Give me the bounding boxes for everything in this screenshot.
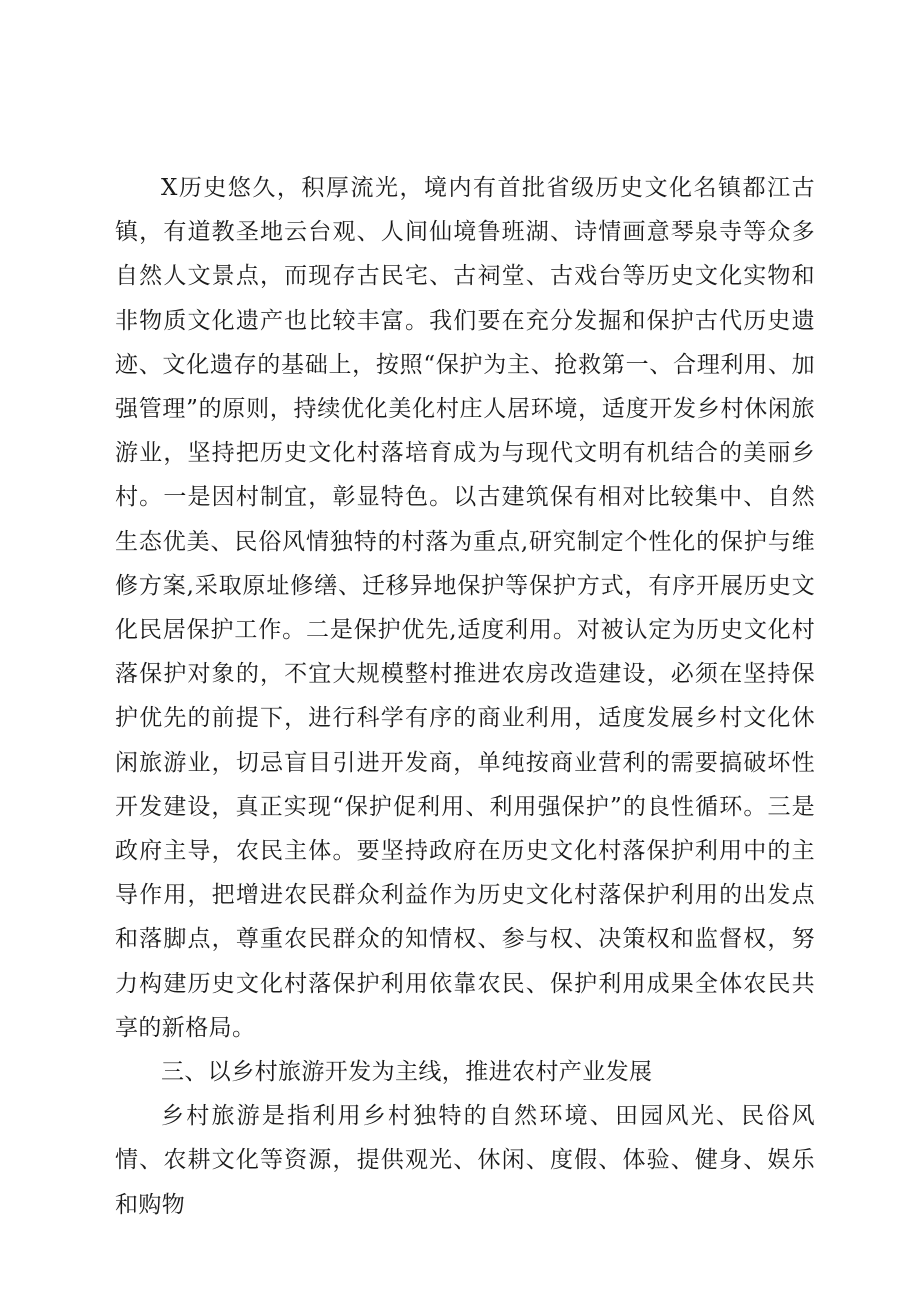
body-paragraph: X历史悠久，积厚流光，境内有首批省级历史文化名镇都江古镇，有道教圣地云台观、人间仙境鲁班湖、诗情画意琴泉寺等众多自然人文景点，而现存古民宅、古祠堂、古戏台等历史文化实物和非物质文化遗产也比较丰富。我们要在充分发掘和保护古代历史遗迹、文化遗存的基础上，按照“保护为主、抢救第一、合理利用、加强管理”的原则，持续优化美化村庄人居环境，适度开发乡村休闲旅游业，坚持把历史文化村落培育成为与现代文明有机结合的美丽乡村。一是因村制宜，彰显特色。以古建筑保有相对比较集中、自然生态优美、民俗风情独特的村落为重点,研究制定个性化的保护与维修方案,采取原址修缮、迁移异地保护等保护方式，有序开展历史文化民居保护工作。二是保护优先,适度利用。对被认定为历史文化村落保护对象的，不宜大规模整村推进农房改造建设，必须在坚持保护优先的前提下，进行科学有序的商业利用，适度发展乡村文化休闲旅游业，切忌盲目引进开发商，单纯按商业营利的需要搞破坏性开发建设，真正实现“保护促利用、利用强保护”的良性循环。三是政府主导，农民主体。要坚持政府在历史文化村落保护利用中的主导作用，把增进农民群众利益作为历史文化村落保护利用的出发点和落脚点，尊重农民群众的知情权、参与权、决策权和监督权，努力构建历史文化村落保护利用依靠农民、保护利用成果全体农民共享的新格局。 bbox=[115, 175, 815, 1041]
document-body bbox=[115, 166, 815, 1227]
section-paragraph: 乡村旅游是指利用乡村独特的自然环境、田园风光、民俗风情、农耕文化等资源，提供观光、休闲、度假、体验、健身、娱乐和购物 bbox=[115, 1103, 815, 1218]
section-heading: 三、以乡村旅游开发为主线，推进农村产业发展 bbox=[161, 1059, 653, 1086]
